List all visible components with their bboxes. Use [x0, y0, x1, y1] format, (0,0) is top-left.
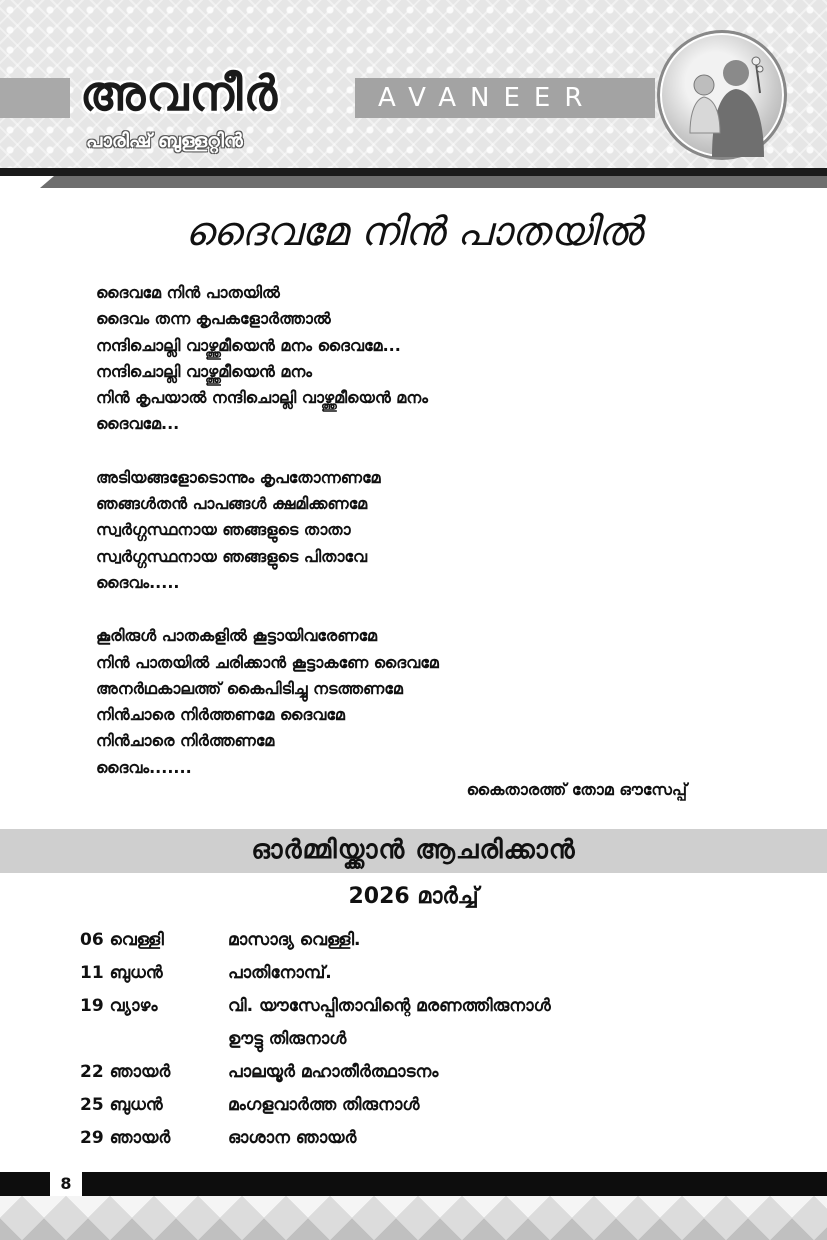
event-name: ഓശാന ഞായർ [228, 1128, 357, 1148]
calendar-month: 2026 മാർച്ച് [348, 884, 479, 909]
poem-line: സ്വർഗ്ഗസ്ഥനായ ഞങ്ങളുടെ പിതാവേ [96, 546, 368, 566]
event-row [80, 1122, 760, 1155]
poem-line: കൂരിരുൾ പാതകളിൽ കൂട്ടായിവരേണമേ [96, 626, 378, 646]
event-date: 29 ഞായർ [80, 1128, 171, 1148]
event-date: 25 ബുധൻ [80, 1095, 163, 1115]
poem-stanza [96, 465, 716, 596]
stanza-gap [96, 438, 716, 465]
poem-line: നന്ദിചൊല്ലി വാഴ്ത്തുമീയെൻ മനം [96, 361, 313, 381]
event-date: 19 വ്യാഴം [80, 996, 158, 1016]
footer-pattern [0, 1196, 827, 1240]
poem-line: നിൻ കൃപയാൽ നന്ദിചൊല്ലി വാഴ്ത്തുമീയെൻ മനം [96, 388, 428, 408]
poem-line: സ്വർഗ്ഗസ്ഥനായ ഞങ്ങളുടെ താതാ [96, 520, 351, 540]
event-date: 22 ഞായർ [80, 1062, 171, 1082]
event-row [80, 990, 760, 1023]
event-row [80, 957, 760, 990]
poem-line: ദൈവം തന്ന കൃപകളോർത്താൽ [96, 309, 331, 329]
poem-author: കൈതാരത്ത് തോമ ഔസേപ്പ് [466, 780, 687, 799]
stanza-gap [96, 596, 716, 623]
poem-line: നിൻചാരെ നിർത്തണമേ ദൈവമേ [96, 705, 345, 725]
event-name: മാസാദ്യ വെള്ളി. [228, 930, 361, 950]
title-band [0, 78, 70, 118]
bulletin-subtitle: പാരിഷ് ബുള്ളറ്റിൻ [86, 130, 243, 152]
poem-line: ഞങ്ങൾതൻ പാപങ്ങൾ ക്ഷമിക്കണമേ [96, 494, 368, 514]
poem-line: അനർഥകാലത്ത് കൈപിടിച്ചു നടത്തണമേ [96, 678, 403, 698]
footer-bar [0, 1172, 827, 1196]
event-name: പാലയൂർ മഹാതീർത്ഥാടനം [228, 1062, 439, 1082]
event-date: 11 ബുധൻ [80, 963, 163, 983]
header-rule [0, 168, 827, 176]
event-date: 06 വെള്ളി [80, 930, 164, 950]
event-name-continued: ഊട്ടു തിരുനാൾ [228, 1029, 347, 1049]
poem-line: നിൻ പാതയിൽ ചരിക്കാൻ കൂട്ടാകണേ ദൈവമേ [96, 652, 439, 672]
saint-joseph-medallion [657, 30, 787, 160]
english-title: AVANEER [378, 83, 597, 113]
poem-title: ദൈവമേ നിൻ പാതയിൽ [184, 209, 643, 255]
event-row [80, 1089, 760, 1122]
poem-line: ദൈവം....... [96, 757, 192, 777]
section-title: ഓർമ്മിയ്ക്കാൻ ആചരിക്കാൻ [251, 835, 576, 865]
poem-line: ദൈവം..... [96, 572, 180, 592]
poem-line: ദൈവമേ നിൻ പാതയിൽ [96, 283, 280, 302]
poem-stanza [96, 280, 716, 438]
header-rule-accent [40, 176, 827, 188]
event-name: മംഗളവാർത്ത തിരുനാൾ [228, 1095, 420, 1115]
poem-body [96, 280, 716, 781]
poem-line: നന്ദിചൊല്ലി വാഴ്ത്തുമീയെൻ മനം ദൈവമേ... [96, 335, 401, 355]
event-name: വി. യൗസേപ്പിതാവിന്റെ മരണത്തിരുനാൾ [228, 996, 551, 1016]
event-row [80, 1056, 760, 1089]
poem-line: ദൈവമേ... [96, 414, 180, 434]
poem-line: അടിയങ്ങളോടൊന്നും കൃപതോന്നണമേ [96, 467, 381, 487]
event-name: പാതിനോമ്പ്. [228, 963, 332, 983]
page-number: 8 [50, 1172, 82, 1196]
poem-line: നിൻചാരെ നിർത്തണമേ [96, 731, 275, 751]
event-list [80, 924, 760, 1155]
saint-figure-icon [660, 33, 784, 157]
bulletin-title: അവനീർ [80, 66, 279, 122]
event-row [80, 924, 760, 957]
poem-stanza [96, 623, 716, 781]
